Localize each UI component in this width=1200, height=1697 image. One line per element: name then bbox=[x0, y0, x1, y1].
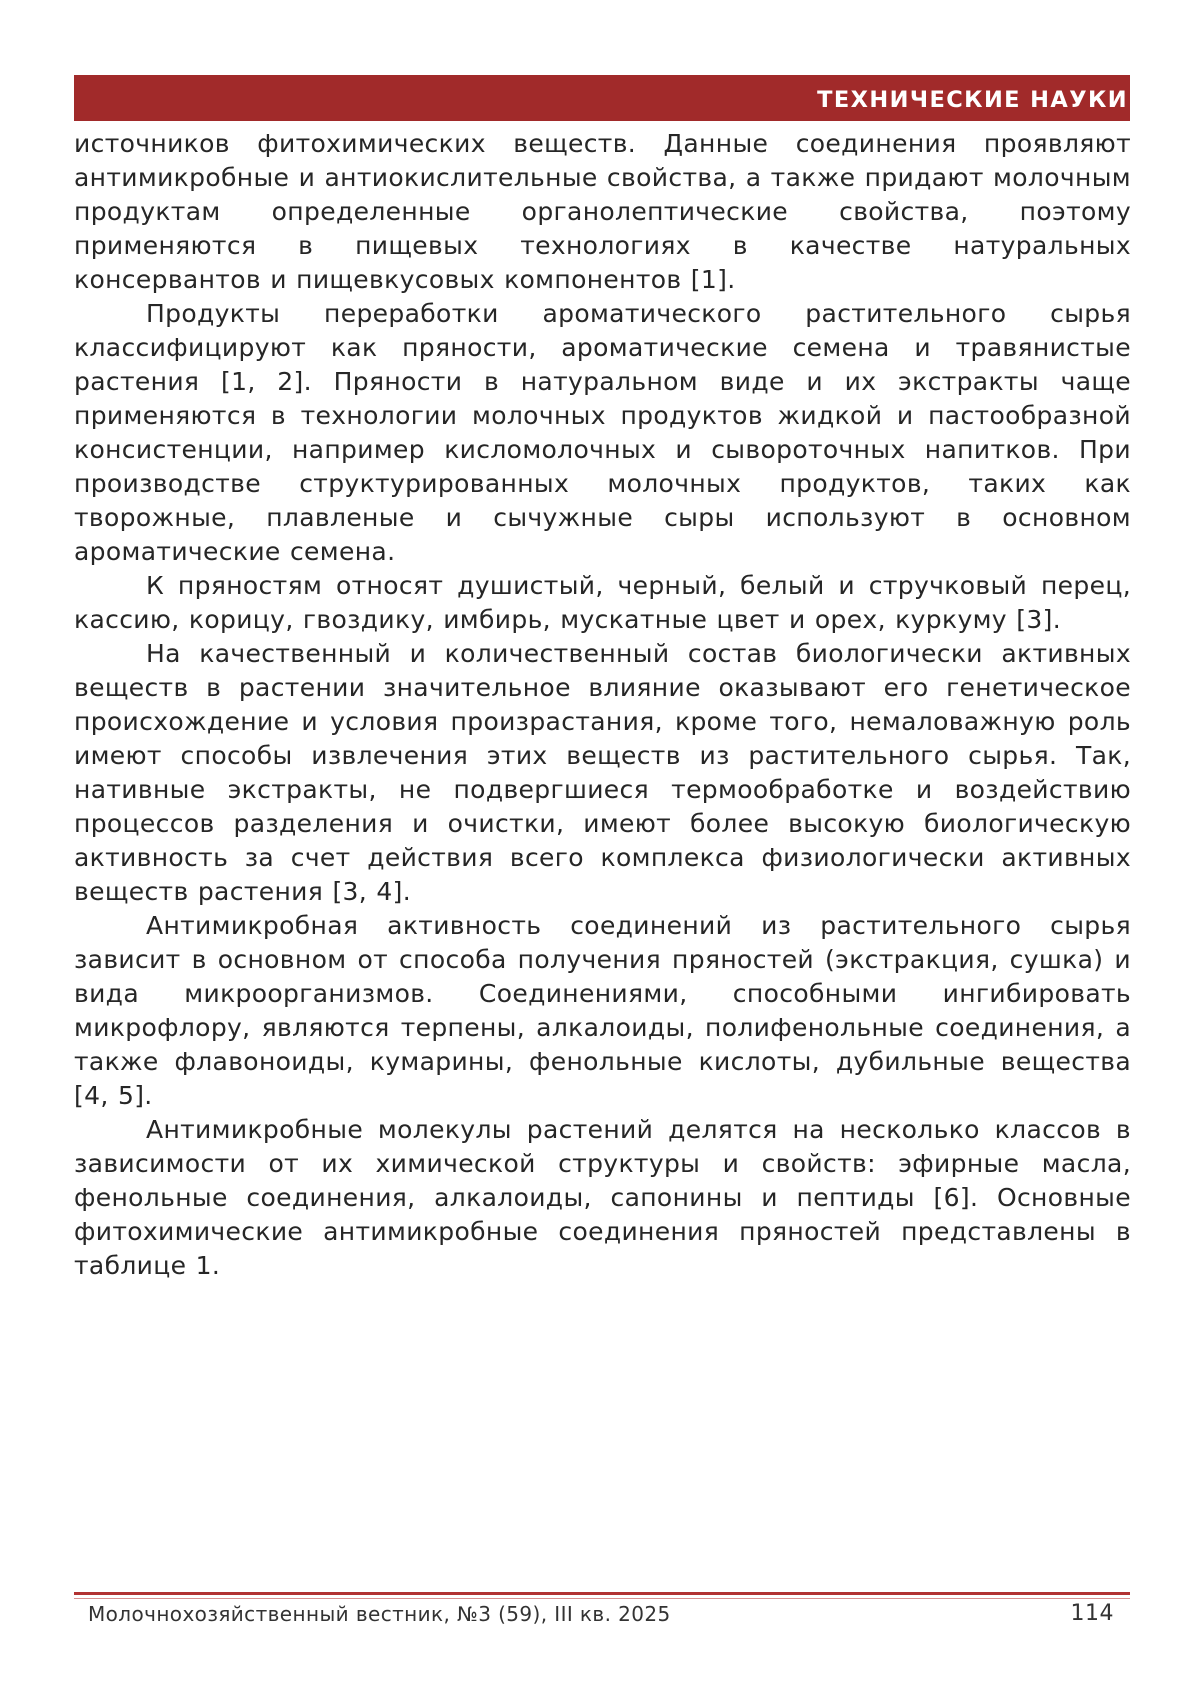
section-title: ТЕХНИЧЕСКИЕ НАУКИ bbox=[817, 87, 1128, 113]
journal-citation: Молочнохозяйственный вестник, №3 (59), III кв. 2025 bbox=[88, 1602, 671, 1626]
paragraph-spices-list: К пряностям относят душистый, черный, белый и стручковый перец, кассию, корицу, гвоздику, имбирь, мускатные цвет и орех, куркуму [3]. bbox=[74, 569, 1131, 637]
section-header-bar bbox=[74, 75, 1130, 121]
paragraph-antimicrobial-classes: Антимикробные молекулы растений делятся на несколько классов в зависимости от их химической структуры и свойств: эфирные масла, фенольные соединения, алкалоиды, сапонины и пептиды [6]. Основные фитохимические антимикробные соединения пряностей представлены в таблице 1. bbox=[74, 1113, 1131, 1283]
paragraph-bioactive-composition: На качественный и количественный состав биологически активных веществ в растении значительное влияние оказывают его генетическое происхождение и условия произрастания, кроме того, немаловажную роль имеют способы извлечения этих веществ из растительного сырья. Так, нативные экстракты, не подвергшиеся термообработке и воздействию процессов разделения и очистки, имеют более высокую биологическую активность за счет действия всего комплекса физиологически активных веществ растения [3, 4]. bbox=[74, 637, 1131, 909]
footer-divider-thin bbox=[74, 1598, 1130, 1599]
paragraph-antimicrobial-activity: Антимикробная активность соединений из растительного сырья зависит в основном от способа получения пряностей (экстракция, сушка) и вида микроорганизмов. Соединениями, способными ингибировать микрофлору, являются терпены, алкалоиды, полифенольные соединения, а также флавоноиды, кумарины, фенольные кислоты, дубильные вещества [4, 5]. bbox=[74, 909, 1131, 1113]
article-body bbox=[74, 127, 1131, 1283]
paragraph-continuation: источников фитохимических веществ. Данные соединения проявляют антимикробные и антиокислительные свойства, а также придают молочным продуктам определенные органолептические свойства, поэтому применяются в пищевых технологиях в качестве натуральных консервантов и пищевкусовых компонентов [1]. bbox=[74, 127, 1131, 297]
page-number: 114 bbox=[1071, 1601, 1115, 1626]
footer-divider bbox=[74, 1592, 1130, 1595]
paragraph-aromatic-raw-materials: Продукты переработки ароматического растительного сырья классифицируют как пряности, ароматические семена и травянистые растения [1, 2]. Пряности в натуральном виде и их экстракты чаще применяются в технологии молочных продуктов жидкой и пастообразной консистенции, например кисломолочных и сывороточных напитков. При производстве структурированных молочных продуктов, таких как творожные, плавленые и сычужные сыры используют в основном ароматические семена. bbox=[74, 297, 1131, 569]
